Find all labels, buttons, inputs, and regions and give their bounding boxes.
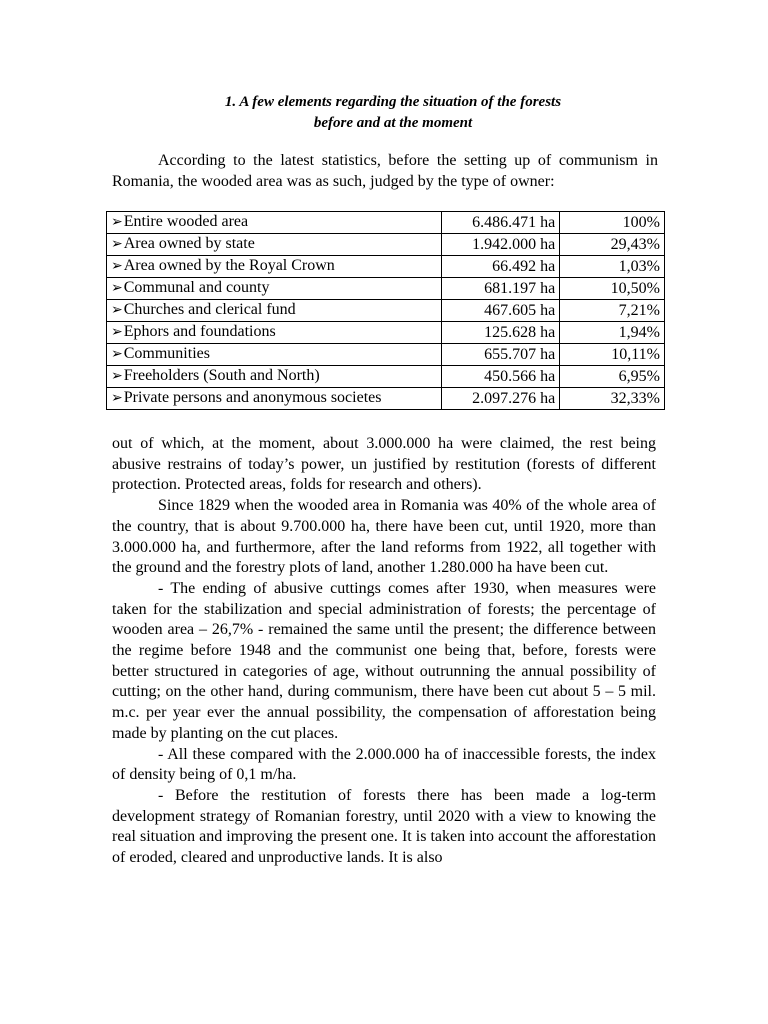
owner-label: Entire wooded area (123, 213, 249, 230)
percent-cell: 6,95% (560, 366, 665, 388)
arrowhead-right-icon: ➢ (111, 325, 123, 340)
forest-ownership-table (106, 211, 665, 410)
percent-cell: 7,21% (560, 300, 665, 322)
table-row (107, 300, 665, 322)
arrowhead-right-icon: ➢ (111, 303, 123, 318)
owner-cell (107, 322, 442, 344)
owner-label: Freeholders (South and North) (123, 367, 320, 384)
paragraph-claims: out of which, at the moment, about 3.000.000 ha were claimed, the rest being abusive restrains of today’s power, un justified by restitution (forests of different protection. Protected areas, folds for research and others). (112, 435, 656, 494)
owner-cell (107, 344, 442, 366)
table-row (107, 388, 665, 410)
paragraph-abusive-cuttings: - The ending of abusive cuttings comes after 1930, when measures were taken for the stabilization and special administration of forests; the percentage of wooden area – 26,7% - remained the same until the present; the difference between the regime before 1948 and the communist one being that, before, forests were better structured in categories of age, without outrunning the annual possibility of cutting; on the other hand, during communism, there have been cut about 5 – 5 mil. m.c. per year ever the annual possibility, the compensation of afforestation being made by planting on the cut places. (112, 579, 656, 742)
area-cell: 655.707 ha (442, 344, 560, 366)
area-cell: 467.605 ha (442, 300, 560, 322)
paragraph-strategy: - Before the restitution of forests there has been made a log-term development strategy of Romanian forestry, until 2020 with a view to knowing the real situation and improving the present one. It is taken into account the afforestation of eroded, cleared and unproductive lands. It is also (112, 786, 656, 867)
percent-cell: 1,03% (560, 256, 665, 278)
owner-label: Communal and county (123, 279, 270, 296)
section-heading (0, 92, 768, 134)
owner-label: Private persons and anonymous societes (123, 389, 382, 406)
owner-cell (107, 212, 442, 234)
owner-cell (107, 366, 442, 388)
table-row (107, 278, 665, 300)
area-cell: 450.566 ha (442, 366, 560, 388)
area-cell: 1.942.000 ha (442, 234, 560, 256)
percent-cell: 10,50% (560, 278, 665, 300)
owner-label: Area owned by state (123, 235, 255, 252)
table-row (107, 344, 665, 366)
owner-cell (107, 234, 442, 256)
heading-line-2: before and at the moment (313, 115, 473, 131)
percent-cell: 10,11% (560, 344, 665, 366)
arrowhead-right-icon: ➢ (111, 347, 123, 362)
owner-label: Churches and clerical fund (123, 301, 296, 318)
area-cell: 6.486.471 ha (442, 212, 560, 234)
table-row (107, 234, 665, 256)
paragraph-history: Since 1829 when the wooded area in Romania was 40% of the whole area of the country, that is about 9.700.000 ha, there have been cut, until 1920, more than 3.000.000 ha, and furthermore, after the land reforms from 1922, all together with the ground and the forestry plots of land, another 1.280.000 ha have been cut. (112, 497, 656, 577)
owner-cell (107, 300, 442, 322)
area-cell: 125.628 ha (442, 322, 560, 344)
intro-paragraph: According to the latest statistics, before the setting up of communism in Romania, the wooded area was as such, judged by the type of owner: (112, 152, 658, 190)
owner-label: Communities (123, 345, 210, 362)
arrowhead-right-icon: ➢ (111, 281, 123, 296)
owner-label: Area owned by the Royal Crown (123, 257, 335, 274)
body-text (112, 434, 656, 869)
owner-cell (107, 388, 442, 410)
intro-paragraph-block (112, 150, 658, 192)
table-row (107, 256, 665, 278)
table-row (107, 212, 665, 234)
area-cell: 66.492 ha (442, 256, 560, 278)
area-cell: 681.197 ha (442, 278, 560, 300)
arrowhead-right-icon: ➢ (111, 391, 123, 406)
percent-cell: 100% (560, 212, 665, 234)
table-row (107, 366, 665, 388)
percent-cell: 32,33% (560, 388, 665, 410)
percent-cell: 1,94% (560, 322, 665, 344)
arrowhead-right-icon: ➢ (111, 369, 123, 384)
percent-cell: 29,43% (560, 234, 665, 256)
owner-cell (107, 278, 442, 300)
table-row (107, 322, 665, 344)
paragraph-inaccessible-forests: - All these compared with the 2.000.000 ha of inaccessible forests, the index of density being of 0,1 m/ha. (112, 745, 656, 784)
owner-label: Ephors and foundations (123, 323, 276, 340)
arrowhead-right-icon: ➢ (111, 259, 123, 274)
arrowhead-right-icon: ➢ (111, 237, 123, 252)
arrowhead-right-icon: ➢ (111, 215, 123, 230)
heading-line-1: 1. A few elements regarding the situation of the forests (224, 94, 562, 110)
area-cell: 2.097.276 ha (442, 388, 560, 410)
owner-cell (107, 256, 442, 278)
